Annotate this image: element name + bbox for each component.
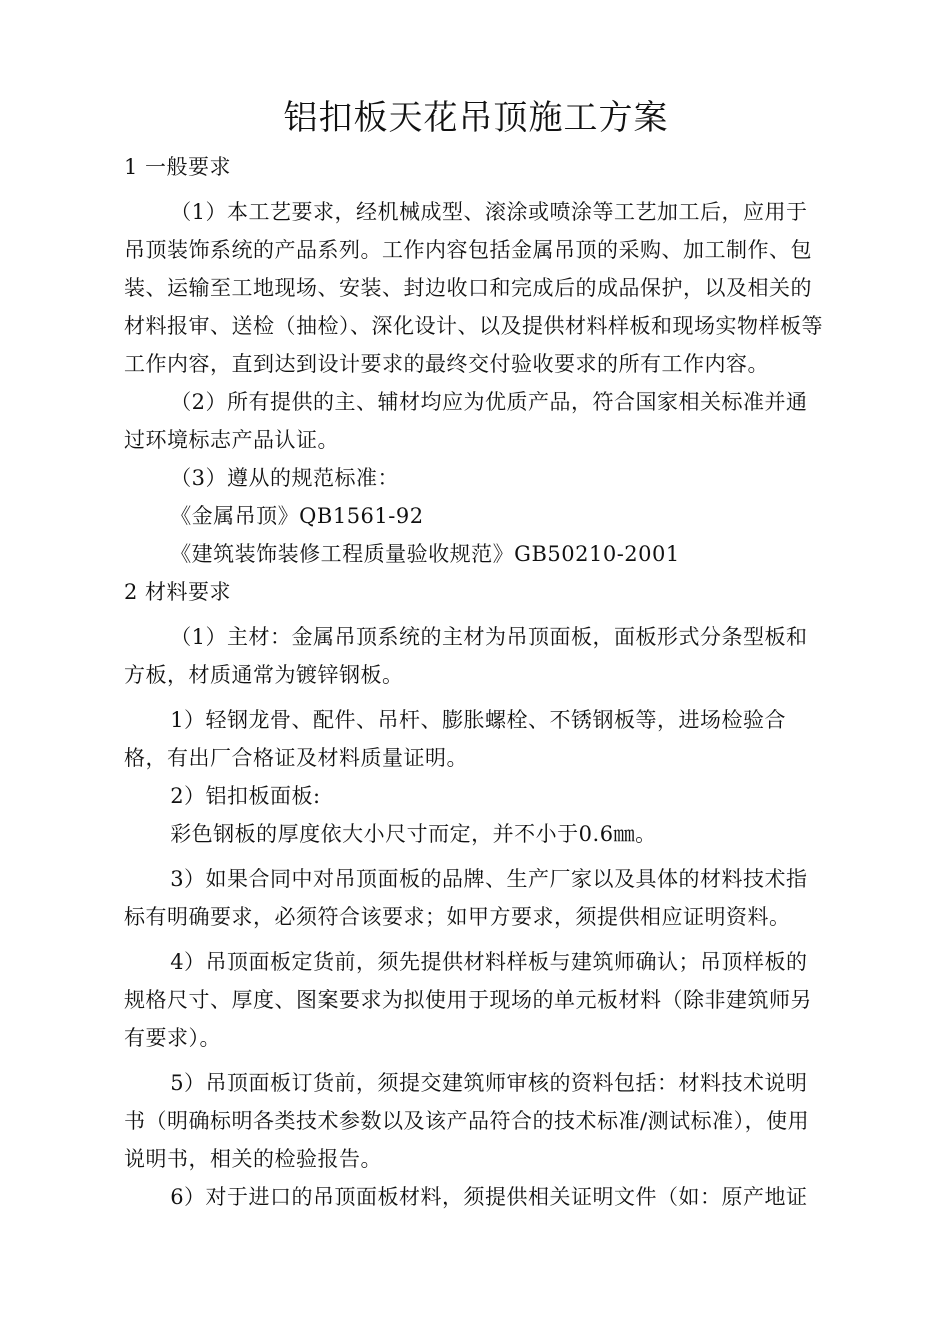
body-paragraph: （2）所有提供的主、辅材均应为优质产品，符合国家相关标准并通过环境标志产品认证。 <box>124 390 808 452</box>
section-heading: 1 一般要求 <box>124 155 232 179</box>
document-title: 铝扣板天花吊顶施工方案 <box>283 98 669 138</box>
body-paragraph: 4）吊顶面板定货前，须先提供材料样板与建筑师确认；吊顶样板的规格尺寸、厚度、图案要求为拟使用于现场的单元板材料（除非建筑师另有要求）。 <box>124 950 812 1050</box>
body-paragraph: （3）遵从的规范标准： <box>170 466 400 490</box>
body-paragraph: （1）本工艺要求，经机械成型、滚涂或喷涂等工艺加工后，应用于吊顶装饰系统的产品系列。工作内容包括金属吊顶的采购、加工制作、包装、运输至工地现场、安装、封边收口和完成后的成品保护，以及相关的材料报审、送检（抽检）、深化设计、以及提供材料样板和现场实物样板等工作内容，直到达到设计要求的最终交付验收要求的所有工作内容。 <box>124 200 823 376</box>
body-paragraph: 3）如果合同中对吊顶面板的品牌、生产厂家以及具体的材料技术指标有明确要求，必须符合该要求；如甲方要求，须提供相应证明资料。 <box>124 867 808 929</box>
document-body <box>124 148 828 1216</box>
body-paragraph: 6）对于进口的吊顶面板材料，须提供相关证明文件（如：原产地证 <box>170 1185 808 1209</box>
body-paragraph: 1）轻钢龙骨、配件、吊杆、膨胀螺栓、不锈钢板等，进场检验合格，有出厂合格证及材料质量证明。 <box>124 708 787 770</box>
body-paragraph: 《建筑装饰装修工程质量验收规范》GB50210-2001 <box>170 542 680 566</box>
body-paragraph: 5）吊顶面板订货前，须提交建筑师审核的资料包括：材料技术说明书（明确标明各类技术参数以及该产品符合的技术标准/测试标准），使用说明书，相关的检验报告。 <box>124 1071 810 1171</box>
body-paragraph: 《金属吊顶》QB1561-92 <box>170 504 424 528</box>
section-heading: 2 材料要求 <box>124 580 232 604</box>
body-paragraph: 彩色钢板的厚度依大小尺寸而定，并不小于0.6㎜。 <box>170 822 657 846</box>
body-paragraph: 2）铝扣板面板: <box>170 784 321 808</box>
body-paragraph: （1）主材：金属吊顶系统的主材为吊顶面板，面板形式分条型板和方板，材质通常为镀锌钢板。 <box>124 625 808 687</box>
